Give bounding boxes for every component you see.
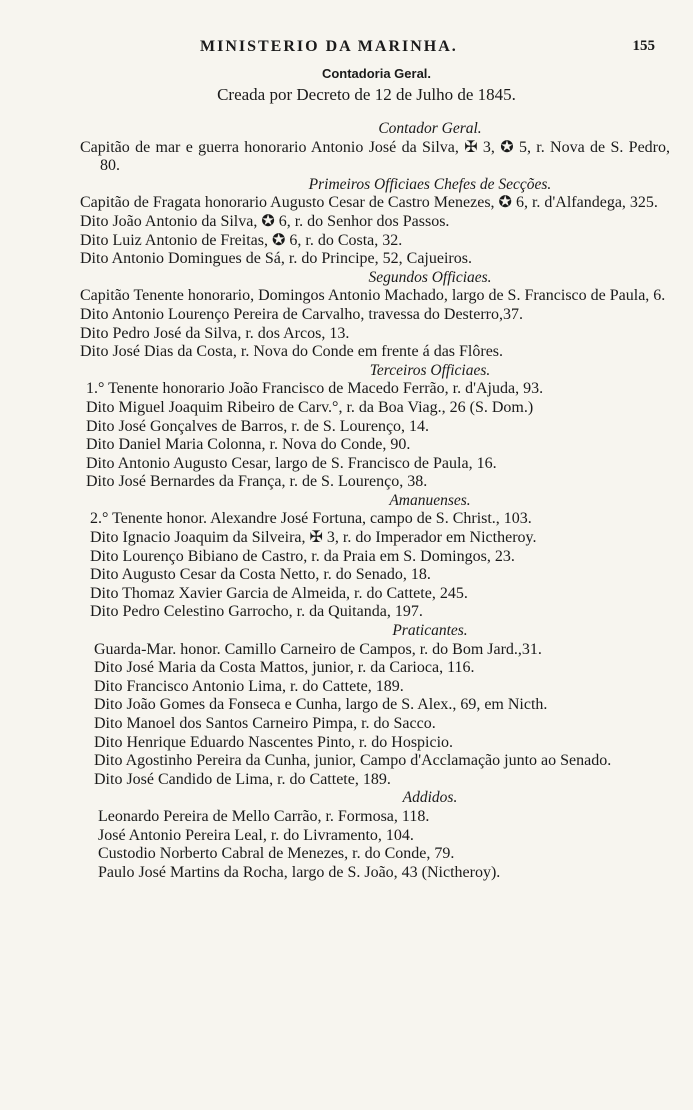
list-entry: Dito João Antonio da Silva, ✪ 6, r. do Senhor dos Passos.: [80, 212, 450, 230]
section-heading: Addidos.: [402, 789, 458, 807]
section-heading: Segundos Officiaes.: [368, 268, 492, 286]
list-entry: Guarda-Mar. honor. Camillo Carneiro de Campos, r. do Bom Jard.,31.: [94, 640, 542, 658]
list-entry: Dito Antonio Augusto Cesar, largo de S. Francisco de Paula, 16.: [86, 454, 497, 472]
running-head: MINISTERIO DA MARINHA.: [200, 38, 458, 55]
list-entry: 1.° Tenente honorario João Francisco de Macedo Ferrão, r. d'Ajuda, 93.: [86, 380, 544, 398]
title-block: [0, 66, 693, 105]
list-entry: José Antonio Pereira Leal, r. do Livramento, 104.: [98, 826, 414, 844]
page-header: [0, 38, 693, 60]
page-number: 155: [632, 38, 655, 54]
decree-line: Creada por Decreto de 12 de Julho de 1845.: [217, 85, 516, 104]
list-entry: Dito Lourenço Bibiano de Castro, r. da Praia em S. Domingos, 23.: [90, 547, 515, 565]
list-entry: Custodio Norberto Cabral de Menezes, r. do Conde, 79.: [98, 845, 455, 863]
list-entry: Dito José Maria da Costa Mattos, junior, r. da Carioca, 116.: [94, 659, 475, 677]
list-entry: Dito José Bernardes da França, r. de S. Lourenço, 38.: [86, 473, 428, 491]
document-body: [80, 120, 670, 882]
list-entry: Dito Thomaz Xavier Garcia de Almeida, r. do Cattete, 245.: [90, 584, 468, 602]
list-entry: Dito Francisco Antonio Lima, r. do Cattete, 189.: [94, 677, 404, 695]
list-entry: Dito José Candido de Lima, r. do Cattete, 189.: [94, 770, 391, 788]
department-title: Contadoria Geral.: [321, 66, 432, 81]
list-entry: Dito Miguel Joaquim Ribeiro de Carv.°, r. da Boa Viag., 26 (S. Dom.): [86, 398, 534, 416]
list-entry: Paulo José Martins da Rocha, largo de S. João, 43 (Nictheroy).: [98, 863, 501, 881]
list-entry: Capitão Tenente honorario, Domingos Antonio Machado, largo de S. Francisco de Paula, 6.: [80, 287, 666, 305]
list-entry: Dito Daniel Maria Colonna, r. Nova do Conde, 90.: [86, 436, 411, 454]
list-entry: Dito Antonio Domingues de Sá, r. do Principe, 52, Cajueiros.: [80, 250, 472, 268]
list-entry: Dito José Dias da Costa, r. Nova do Conde em frente á das Flôres.: [80, 343, 504, 361]
section-heading: Terceiros Officiaes.: [369, 361, 491, 379]
section-heading: Contador Geral.: [378, 120, 482, 137]
list-entry: Capitão de Fragata honorario Augusto Cesar de Castro Menezes, ✪ 6, r. d'Alfandega, 325.: [80, 194, 658, 212]
list-entry: Dito Henrique Eduardo Nascentes Pinto, r. do Hospicio.: [94, 733, 454, 751]
list-entry: Dito Antonio Lourenço Pereira de Carvalho, travessa do Desterro,37.: [80, 305, 523, 323]
section-heading: Praticantes.: [392, 622, 468, 640]
list-entry: Capitão de mar e guerra honorario Antonio José da Silva, ✠ 3, ✪ 5, r. Nova de S. Pedro, 80.: [80, 138, 670, 175]
list-entry: Dito Augusto Cesar da Costa Netto, r. do Senado, 18.: [90, 566, 431, 584]
list-entry: Dito José Gonçalves de Barros, r. de S. Lourenço, 14.: [86, 417, 430, 435]
list-entry: Dito Pedro Celestino Garrocho, r. da Quitanda, 197.: [90, 603, 423, 621]
list-entry: Dito Manoel dos Santos Carneiro Pimpa, r. do Sacco.: [94, 715, 436, 732]
list-entry: Dito Ignacio Joaquim da Silveira, ✠ 3, r. do Imperador em Nictheroy.: [90, 529, 537, 547]
list-entry: Dito Pedro José da Silva, r. dos Arcos, 13.: [80, 324, 350, 342]
list-entry: Dito Agostinho Pereira da Cunha, junior, Campo d'Acclamação junto ao Senado.: [94, 752, 612, 770]
section-heading: Amanuenses.: [389, 491, 471, 509]
list-entry: 2.° Tenente honor. Alexandre José Fortuna, campo de S. Christ., 103.: [90, 510, 532, 528]
section-heading: Primeiros Officiaes Chefes de Secções.: [308, 175, 552, 193]
list-entry: Dito João Gomes da Fonseca e Cunha, largo de S. Alex., 69, em Nicth.: [94, 696, 548, 714]
list-entry: Leonardo Pereira de Mello Carrão, r. Formosa, 118.: [98, 807, 430, 825]
list-entry: Dito Luiz Antonio de Freitas, ✪ 6, r. do Costa, 32.: [80, 231, 403, 249]
